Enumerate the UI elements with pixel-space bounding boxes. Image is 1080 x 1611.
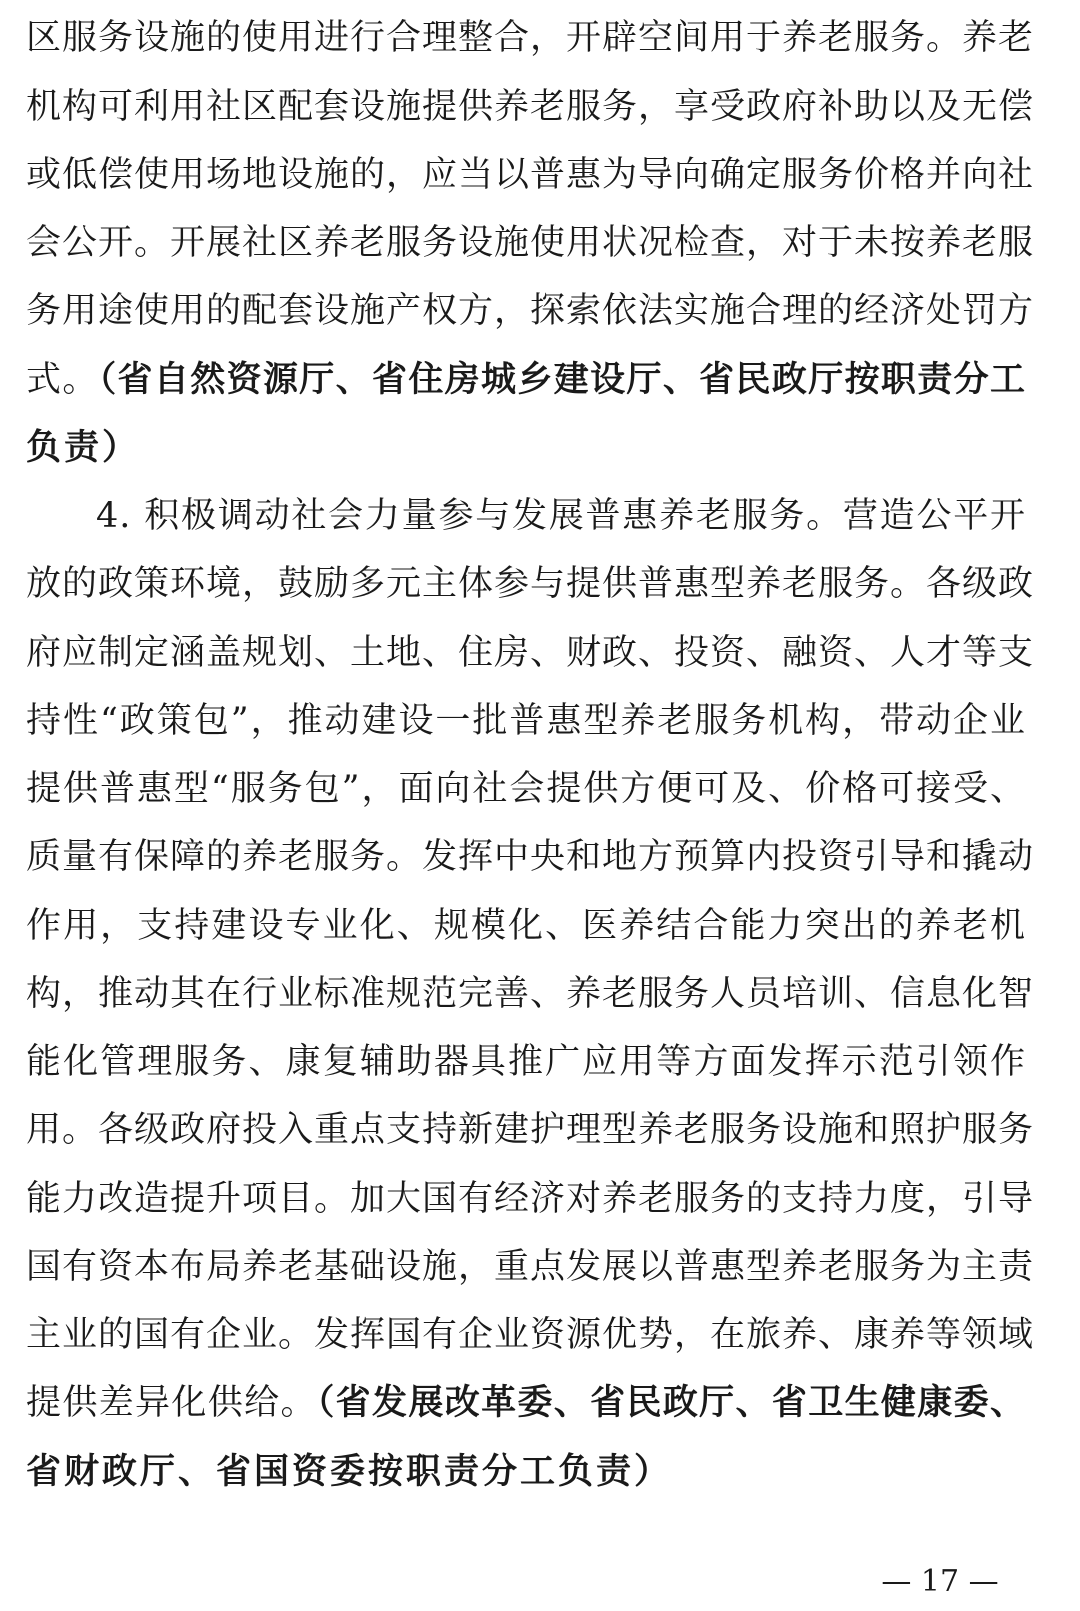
- line-text: 区服务设施的使用进行合理整合，开辟空间用于养老服务。养老: [26, 18, 1035, 58]
- text-line: [26, 556, 1035, 612]
- line-text: 国有资本布局养老基础设施，重点发展以普惠型养老服务为主责: [26, 1247, 1035, 1287]
- line-text: 机构可利用社区配套设施提供养老服务，享受政府补助以及无偿: [26, 87, 1035, 127]
- text-line: [26, 283, 1035, 339]
- line-bold-text: （省发展改革委、省民政厅、省卫生健康委、: [316, 1383, 1026, 1423]
- text-line: [26, 1171, 1035, 1227]
- text-line: [26, 352, 1026, 408]
- line-text: 能力改造提升项目。加大国有经济对养老服务的支持力度，引导: [26, 1179, 1035, 1219]
- line-text: 作用，支持建设专业化、规模化、医养结合能力突出的养老机: [26, 906, 1026, 946]
- line-text: 式。: [26, 360, 99, 400]
- text-line: [26, 1307, 1035, 1363]
- line-text: 或低偿使用场地设施的，应当以普惠为导向确定服务价格并向社: [26, 155, 1035, 195]
- line-text: 能化管理服务、康复辅助器具推广应用等方面发挥示范引领作: [26, 1042, 1026, 1082]
- line-text: 持性“政策包”，推动建设一批普惠型养老服务机构，带动企业: [26, 701, 1026, 741]
- text-line: [26, 761, 1026, 817]
- section-heading-line: [96, 488, 1026, 544]
- text-line: [26, 966, 1035, 1022]
- text-line: [26, 147, 1035, 203]
- text-line: [26, 693, 1026, 749]
- line-text: 用。各级政府投入重点支持新建护理型养老服务设施和照护服务: [26, 1110, 1035, 1150]
- text-line: [26, 1102, 1035, 1158]
- text-line: [26, 79, 1035, 135]
- text-line: [26, 625, 1035, 681]
- text-line: [26, 1444, 1026, 1500]
- line-bold-text: （省自然资源厅、省住房城乡建设厅、省民政厅按职责分工: [98, 360, 1026, 400]
- line-text: 府应制定涵盖规划、土地、住房、财政、投资、融资、人才等支: [26, 633, 1035, 673]
- text-line: [26, 1034, 1026, 1090]
- line-bold-text: 省财政厅、省国资委按职责分工负责）: [26, 1452, 673, 1492]
- line-bold-text: 负责）: [26, 428, 141, 468]
- text-line: [26, 10, 1035, 66]
- line-text: 提供普惠型“服务包”，面向社会提供方便可及、价格可接受、: [26, 769, 1026, 809]
- text-line: [26, 420, 1026, 476]
- line-text: 质量有保障的养老服务。发挥中央和地方预算内投资引导和撬动: [26, 837, 1035, 877]
- text-line: [26, 1375, 1026, 1431]
- line-text: 主业的国有企业。发挥国有企业资源优势，在旅养、康养等领域: [26, 1315, 1035, 1355]
- line-text: 提供差异化供给。: [26, 1383, 317, 1423]
- line-text: 放的政策环境，鼓励多元主体参与提供普惠型养老服务。各级政: [26, 564, 1035, 604]
- text-line: [26, 215, 1035, 271]
- line-text: 务用途使用的配套设施产权方，探索依法实施合理的经济处罚方: [26, 291, 1035, 331]
- line-text: 4. 积极调动社会力量参与发展普惠养老服务。营造公平开: [96, 496, 1026, 536]
- text-line: [26, 829, 1035, 885]
- page-number: — 17 —: [881, 1564, 999, 1599]
- text-line: [26, 898, 1026, 954]
- line-text: 构，推动其在行业标准规范完善、养老服务人员培训、信息化智: [26, 974, 1035, 1014]
- line-text: 会公开。开展社区养老服务设施使用状况检查，对于未按养老服: [26, 223, 1035, 263]
- text-line: [26, 1239, 1035, 1295]
